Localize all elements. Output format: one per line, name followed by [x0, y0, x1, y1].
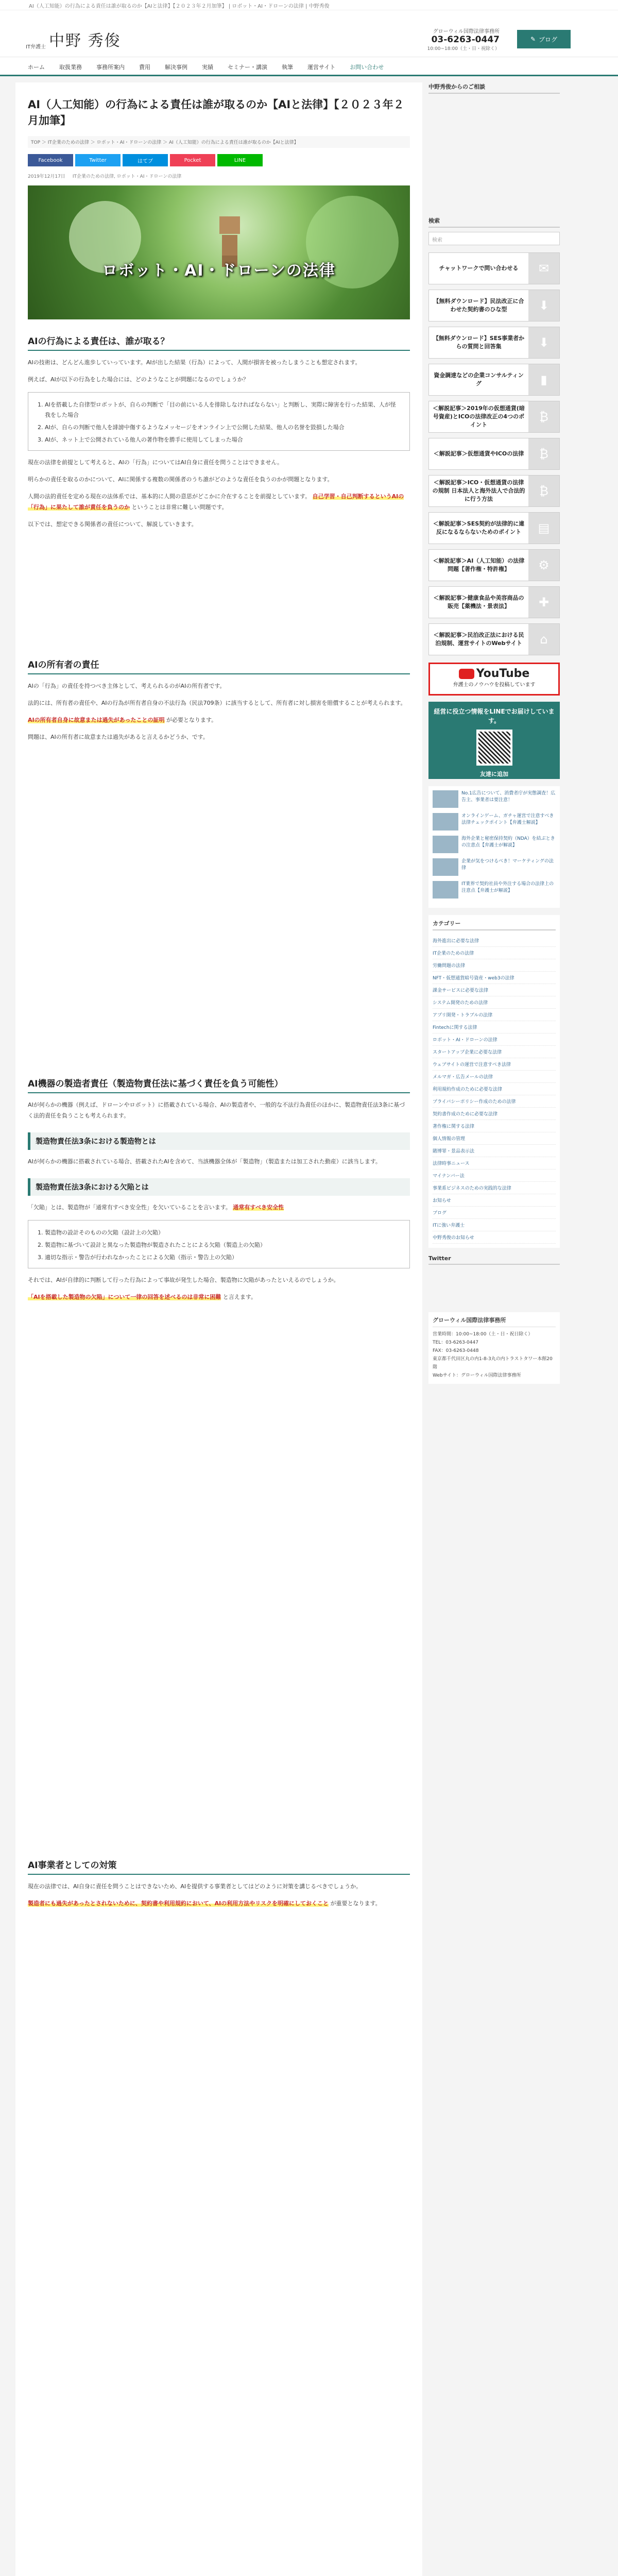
banner-ses-contract[interactable] — [428, 512, 560, 544]
paragraph — [28, 1202, 410, 1213]
banner-health-food[interactable] — [428, 586, 560, 618]
subsection-heading: 製造物責任法3条における欠陥とは — [28, 1178, 410, 1196]
category-item[interactable]: 賭博罪・景品表示法 — [433, 1145, 556, 1157]
category-item[interactable]: IT企業のための法律 — [433, 947, 556, 959]
banner-ico-regulation[interactable] — [428, 475, 560, 507]
site-logo[interactable] — [26, 28, 121, 50]
nav-fees[interactable]: 費用 — [139, 64, 150, 71]
paragraph-text: 人間の法的責任を定める現在の法体系では、基本的に人間の意思がどこかに介在することを前提としています。 — [28, 493, 311, 500]
document-icon: ▤ — [528, 513, 559, 544]
header-phone[interactable]: 03-6263-0447 — [431, 35, 500, 45]
paragraph: AIが何らかの機器に搭載されている場合、搭載されたAIを含めて、当該機器全体が「製造物」（製造または加工された動産）に該当します。 — [28, 1158, 381, 1165]
paragraph-text: が必要となります。 — [166, 717, 217, 723]
firm-tel[interactable]: TEL：03-6263-0447 — [433, 1340, 478, 1345]
category-item[interactable]: 労働問題の法律 — [433, 959, 556, 972]
highlighted-text: 製造者にも過失があったとされないために、契約書や利用規約において、AIの利用方法やリスクを明確にしておくこと — [28, 1900, 329, 1907]
section-heading: AIの行為による責任は、誰が取る？ — [28, 334, 410, 351]
firm-fax: FAX：03-6263-0448 — [433, 1348, 479, 1353]
category-item[interactable]: プライバシーポリシー作成のための法律 — [433, 1095, 556, 1108]
medical-icon: ✚ — [528, 587, 559, 618]
nav-office[interactable]: 事務所案内 — [96, 64, 125, 71]
banner-text: ＜解説記事＞民泊改正法における民泊規制、運営サイトのWebサイト — [433, 632, 524, 647]
nav-cases[interactable]: 解決事例 — [165, 64, 187, 71]
top-info-bar — [0, 0, 618, 10]
paragraph — [28, 715, 410, 725]
category-item[interactable]: 海外進出に必要な法律 — [433, 935, 556, 947]
banner-text: ＜解説記事＞SES契約が法律的に違反になるならないためのポイント — [433, 520, 525, 535]
paragraph: 明らかの責任を取るのかについて、AIに関係する複数の関係者のうち誰がどのような責任を負うのかが問題となります。 — [28, 476, 333, 483]
blog-button[interactable] — [517, 30, 571, 48]
sidebar-search-title: 検索 — [428, 216, 560, 228]
chart-icon: ▮ — [528, 364, 559, 395]
banner-crypto-2019[interactable] — [428, 401, 560, 433]
paragraph: 現在の法律を前提として考えると、AIの「行為」についてはAI自身に責任を問うことはできません。 — [28, 459, 283, 466]
section-heading: AI事業者としての対策 — [28, 1858, 410, 1875]
paragraph: 例えば、AIが以下の行為をした場合には、どのようなことが問題になるのでしょうか？ — [28, 376, 249, 383]
share-buttons — [28, 154, 410, 166]
share-pocket-button[interactable]: Pocket — [170, 154, 215, 166]
category-item[interactable]: ウェブサイトの運営で注意すべき法律 — [433, 1058, 556, 1071]
list-item[interactable]: No.1広告について、消費者庁が実態調査！広告主、事業者は要注意！ — [433, 790, 556, 808]
banner-text: 【無料ダウンロード】民法改正に合わせた契約書のひな型 — [433, 298, 524, 313]
youtube-logo: YouTube — [430, 667, 558, 680]
post-date: 2019年12月17日 — [28, 174, 65, 179]
mail-icon: ✉ — [528, 253, 559, 284]
highlighted-text: 「AIを搭載した製造物の欠陥」について一律の回答を述べるのは非常に困難 — [28, 1294, 221, 1300]
category-item[interactable]: 事業系ビジネスのための実践的な法律 — [433, 1182, 556, 1194]
banner-ses-faq[interactable] — [428, 327, 560, 359]
nav-contact[interactable]: お問い合わせ — [350, 64, 384, 71]
firm-name: グローウィル国際法律事務所 — [433, 1316, 556, 1327]
article-main — [15, 82, 422, 2576]
logo-name: 中野 秀俊 — [49, 32, 121, 50]
category-item[interactable]: 著作権に関する法律 — [433, 1120, 556, 1132]
paragraph: 以下では、想定できる関係者の責任について、解説していきます。 — [28, 521, 197, 528]
category-item[interactable]: システム開発のための法律 — [433, 996, 556, 1009]
header-hours: 10:00~18:00（土・日・祝除く） — [427, 46, 500, 52]
highlighted-text: AIの所有者自身に故意または過失があったことの証明 — [28, 717, 165, 723]
category-title: カテゴリー — [433, 919, 556, 930]
category-list — [428, 915, 560, 1248]
banner-text: ＜解説記事＞ICO・仮想通貨の法律の規制 日本法人と海外法人で合法的に行う方法 — [432, 479, 525, 502]
firm-hours: 営業時間：10:00~18:00（土・日・祝日除く） — [433, 1332, 533, 1337]
line-text: 経営に役立つ情報をLINEでお届けしています。 — [434, 708, 555, 724]
qr-code — [476, 730, 512, 766]
highlighted-text: 自己学習・自己判断するというAIの「行為」に果たして誰が責任を負うのか — [28, 493, 404, 511]
banner-minpaku[interactable] — [428, 623, 560, 655]
nav-sites[interactable]: 運営サイト — [307, 64, 336, 71]
post-title: AI（人工知能）の行為による責任は誰が取るのか【AIと法律】【２０２３年２月加筆】 — [28, 98, 404, 127]
site-header — [0, 10, 618, 57]
nav-seminars[interactable]: セミナー・講演 — [228, 64, 267, 71]
defect-types-box — [28, 1220, 410, 1268]
header-contact — [427, 27, 500, 52]
bitcoin-icon: ₿ — [528, 476, 559, 506]
banner-text: チャットワークで問い合わせる — [439, 265, 519, 272]
youtube-subtext: 弁護士のノウハウを投稿しています — [453, 682, 536, 688]
paragraph-text: ということは非常に難しい問題です。 — [131, 504, 228, 511]
banner-text: ＜解説記事＞AI（人工知能）の法律問題【著作権・特許権】 — [433, 557, 525, 572]
list-item: 2. AIが、自らの判断で他人を誹謗中傷するようなメッセージをオンライン上で公開した結果、他人の名誉を毀損した場合 — [45, 422, 401, 433]
youtube-banner[interactable] — [428, 663, 560, 696]
list-item[interactable]: IT業界で契約社員や外注する場合の法律上の注意点【弁護士が解説】 — [433, 881, 556, 899]
blog-button-label: ブログ — [539, 36, 558, 43]
download-icon: ⬇ — [528, 327, 559, 358]
paragraph — [28, 1292, 410, 1302]
section-heading: AIの所有者の責任 — [28, 657, 410, 674]
category-item[interactable]: 法律時事ニュース — [433, 1157, 556, 1170]
post-thumbnail — [433, 836, 458, 853]
category-item[interactable]: 個人情報の管理 — [433, 1132, 556, 1145]
category-item[interactable]: ロボット・AI・ドローンの法律 — [433, 1033, 556, 1046]
firm-address: 東京都千代田区丸の内1-8-3丸の内トラストタワー本館20階 — [433, 1357, 553, 1370]
header-firm-name: グローウィル国際法律事務所 — [433, 29, 500, 35]
eyecatch-title: ロボット・AI・ドローンの法律 — [102, 262, 336, 280]
list-item[interactable]: 海外企業と秘密保持契約（NDA）を結ぶときの注意点【弁護士が解説】 — [433, 836, 556, 853]
banner-text: 【無料ダウンロード】SES事業者からの質問と回答集 — [433, 335, 525, 350]
share-line-button[interactable]: LINE — [217, 154, 263, 166]
share-hatena-button[interactable]: はてブ — [123, 154, 168, 166]
banner-contract-template[interactable] — [428, 290, 560, 321]
list-item: 3. AIが、ネット上で公開されている他人の著作物を勝手に使用してしまった場合 — [45, 435, 401, 445]
gear-icon: ⚙ — [528, 550, 559, 581]
eyecatch-image — [28, 185, 410, 319]
subsection-heading: 製造物責任法3条における製造物とは — [28, 1132, 410, 1150]
list-item[interactable]: オンラインゲーム、ガチャ運営で注意すべき法律チェックポイント【弁護士解説】 — [433, 813, 556, 831]
paragraph: それでは、AIが自律的に判断して行った行為によって事故が発生した場合、製造物に欠陥があったといえるのでしょうか。 — [28, 1277, 339, 1283]
twitter-title: Twitter — [428, 1255, 560, 1265]
post-category[interactable]: IT企業のための法律, ロボット・AI・ドローンの法律 — [72, 174, 182, 179]
paragraph — [28, 491, 410, 513]
top-info-text: AI（人工知能）の行為による責任は誰が取るのか【AIと法律】【２０２３年２月加筆】 | ロボット・AI・ドローンの法律 | 中野秀俊 — [29, 4, 330, 9]
paragraph-text: 「欠陥」とは、製造物が「通常有すべき安全性」を欠いていることを言います。 — [28, 1204, 231, 1211]
nav-achievements[interactable]: 実績 — [202, 64, 213, 71]
category-item[interactable]: ITに強い弁護士 — [433, 1219, 556, 1231]
paragraph: 問題は、AIの所有者に故意または過失があると言えるかどうか、です。 — [28, 734, 209, 740]
banner-text: ＜解説記事＞2019年の仮想通貨(暗号資産)とICOの法律改正の4つのポイント — [433, 405, 525, 428]
post-thumbnail — [433, 813, 458, 831]
category-item[interactable]: 利用規約作成のために必要な法律 — [433, 1083, 556, 1095]
youtube-play-icon — [459, 669, 474, 679]
banner-ai-law[interactable] — [428, 549, 560, 581]
list-item[interactable]: 企業が気をつけるべき！マーケティングの法律 — [433, 858, 556, 876]
banner-text: ＜解説記事＞健康食品や美容商品の販売【薬機法・景表法】 — [433, 595, 524, 609]
category-item[interactable]: アプリ開発・トラブルの法律 — [433, 1009, 556, 1021]
bitcoin-icon: ₿ — [528, 401, 559, 432]
post-thumbnail — [433, 881, 458, 899]
paragraph: 現在の法律では、AI自身に責任を問うことはできないため、AIを提供する事業者としてはどのように対策を講じるべきでしょうか。 — [28, 1883, 362, 1890]
category-item[interactable]: ブログ — [433, 1207, 556, 1219]
nav-services[interactable]: 取扱業務 — [59, 64, 82, 71]
bitcoin-icon: ₿ — [528, 438, 559, 469]
recent-posts — [428, 786, 560, 908]
line-banner[interactable] — [428, 702, 560, 779]
banner-consulting[interactable] — [428, 364, 560, 396]
share-twitter-button[interactable]: Twitter — [75, 154, 121, 166]
breadcrumb[interactable]: TOP ＞ IT企業のための法律 ＞ ロボット・AI・ドローンの法律 ＞ AI（人工知能）の行為による責任は誰が取るのか【AIと法律】 — [28, 136, 410, 148]
main-nav — [0, 57, 618, 76]
category-item[interactable]: 契約書作成のために必要な法律 — [433, 1108, 556, 1120]
list-item: 1. 製造物の設計そのものの欠陥（設計上の欠陥） — [45, 1228, 401, 1238]
paragraph: AIの「行為」の責任を持つべき主体として、考えられるのがAIの所有者です。 — [28, 683, 226, 689]
category-item[interactable]: メルマガ・広告メールの法律 — [433, 1071, 556, 1083]
blog-icon: ✎ — [530, 36, 536, 43]
example-list-box — [28, 392, 410, 451]
section-heading: AI機器の製造者責任（製造物責任法に基づく責任を負う可能性） — [28, 1076, 410, 1093]
sidebar-profile-title: 中野秀俊からのご相談 — [428, 82, 560, 94]
nav-home[interactable]: ホーム — [28, 64, 45, 71]
banner-crypto-ico[interactable] — [428, 438, 560, 470]
paragraph: AIの技術は、どんどん進歩していっています。AIが出した結果（行為）によって、人間が損害を被ったしまうことも想定されます。 — [28, 359, 361, 366]
post-meta — [28, 173, 410, 179]
banner-text: 資金調達などの企業コンサルティング — [434, 372, 524, 387]
firm-info — [428, 1312, 560, 1384]
category-item[interactable]: お知らせ — [433, 1194, 556, 1207]
list-item: 2. 製造物に基づいて設計と異なった製造物が製造されたことによる欠陥（製造上の欠陥） — [45, 1240, 401, 1250]
paragraph: AIが何らかの機器（例えば、ドローンやロボット）に搭載されている場合、AIの製造者や、一般的な不法行為責任のほかに、製造物責任法3条に基づく法的責任を負うことも考えられます。 — [28, 1101, 405, 1119]
share-facebook-button[interactable]: Facebook — [28, 154, 73, 166]
category-item[interactable]: 中野秀俊のお知らせ — [433, 1231, 556, 1244]
nav-writing[interactable]: 執筆 — [282, 64, 293, 71]
category-item[interactable]: Fintechに関する法律 — [433, 1021, 556, 1033]
banner-chatwork[interactable] — [428, 252, 560, 284]
paragraph — [28, 1898, 410, 1909]
logo-subtitle: IT弁護士 — [26, 44, 46, 50]
sidebar — [428, 82, 560, 1384]
highlighted-text: 通常有すべき安全性 — [233, 1204, 284, 1211]
category-item[interactable]: マイナンバー法 — [433, 1170, 556, 1182]
line-add-friend-button[interactable]: 友達に追加 — [480, 771, 508, 777]
search-input[interactable]: 検索 — [428, 232, 560, 245]
post-thumbnail — [433, 790, 458, 808]
category-item[interactable]: NFT・仮想通貨暗号資産・web3の法律 — [433, 972, 556, 984]
category-item[interactable]: スタートアップ企業に必要な法律 — [433, 1046, 556, 1058]
house-icon: ⌂ — [528, 624, 559, 655]
banner-text: ＜解説記事＞仮想通貨やICOの法律 — [433, 450, 524, 457]
list-item: 3. 適切な指示・警告が行われなかったことによる欠陥（指示・警告上の欠陥） — [45, 1252, 401, 1263]
paragraph-text: が重要となります。 — [330, 1900, 381, 1907]
paragraph: 法的には、所有者の責任や、AIの行為が所有者自身の不法行為（民法709条）に該当するとして、所有者に対し損害を賠償することが考えられます。 — [28, 700, 406, 706]
list-item: 1. AIを搭載した自律型ロボットが、自らの判断で「目の前にいる人を排除しなければならない」と判断し、実際に障害を行った結果、人が怪我をした場合 — [45, 400, 401, 420]
paragraph-text: と言えます。 — [222, 1294, 257, 1300]
firm-website[interactable]: Webサイト：グローウィル国際法律事務所 — [433, 1373, 521, 1378]
post-thumbnail — [433, 858, 458, 876]
download-icon: ⬇ — [528, 290, 559, 321]
category-item[interactable]: 課金サービスに必要な法律 — [433, 984, 556, 996]
